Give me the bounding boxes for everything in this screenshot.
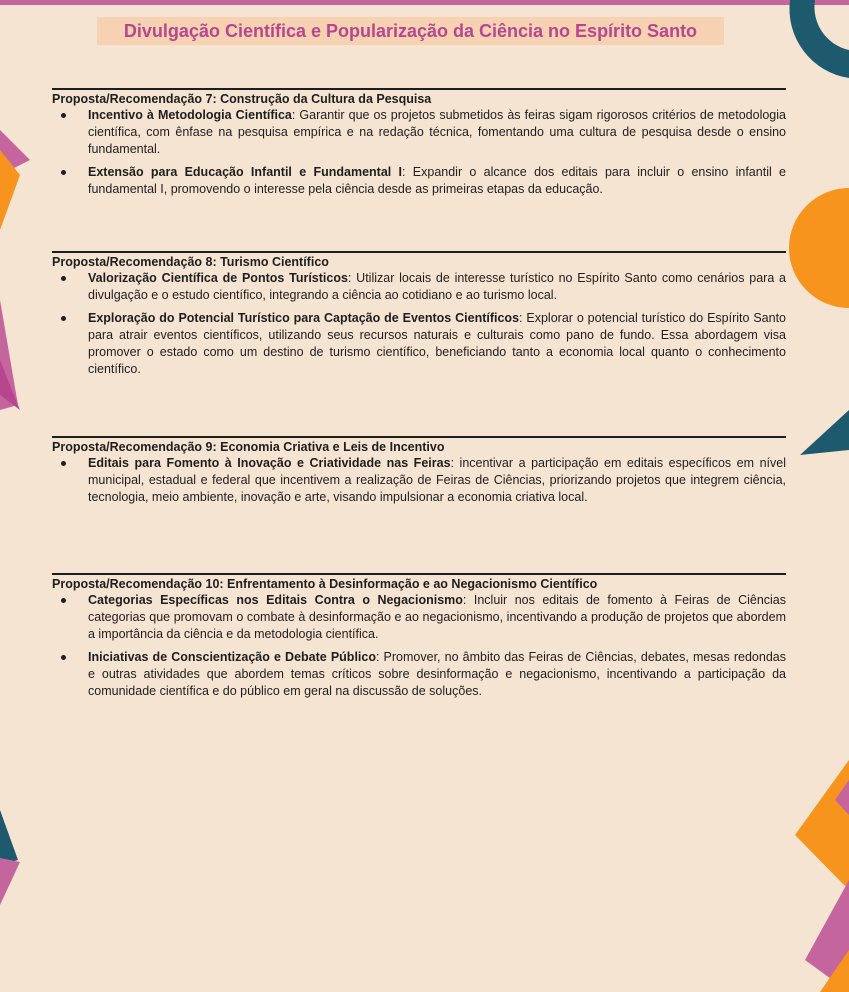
bullet-icon [61,649,67,666]
item-title: Extensão para Educação Infantil e Fundamental I [88,165,403,179]
list-item [52,164,786,198]
item-text: : Expandir o alcance dos editais para incluir o ensino infantil e fundamental I, promovendo o interesse pela ciência desde as primeiras etapas da educação. [88,165,786,196]
list-item [52,270,786,304]
proposal-list [52,107,786,198]
proposal-list [52,270,786,378]
item-text: : Garantir que os projetos submetidos às feiras sigam rigorosos critérios de metodologia científica, com ênfase na pesquisa empírica e na redação técnica, fomentando uma cultura de pesquisa desde o ensino fundamental. [88,108,786,156]
bullet-icon [61,592,67,609]
bullet-icon [61,310,67,327]
section-divider [52,436,786,438]
list-item [52,592,786,643]
proposal-list [52,592,786,700]
orange-triangle-left-top [0,150,20,230]
teal-triangle-right [800,410,849,455]
item-text: : Utilizar locais de interesse turístico no Espírito Santo como cenários para a divulgação e o estudo científico, integrando a ciência ao cotidiano e ao turismo local. [88,271,786,302]
teal-triangle-left-bottom [0,810,18,865]
item-title: Valorização Científica de Pontos Turísticos [88,271,348,285]
orange-half-circle-right [789,188,849,308]
bullet-icon [61,270,67,287]
orange-diamond-right [795,760,849,890]
section-heading: Proposta/Recomendação 10: Enfrentamento à Desinformação e ao Negacionismo Científico [52,577,598,591]
section-divider [52,251,786,253]
proposal-list [52,455,786,506]
proposal-section-9 [52,436,786,512]
bullet-icon [61,107,67,124]
list-item [52,310,786,378]
item-title: Editais para Fomento à Inovação e Criatividade nas Feiras [88,456,451,470]
section-divider [52,573,786,575]
item-title: Categorias Específicas nos Editais Contra o Negacionismo [88,593,463,607]
magenta-triangle-left-mid [0,300,18,410]
bullet-icon [61,455,67,472]
magenta-triangle-left-mid2 [0,360,20,410]
section-heading: Proposta/Recomendação 9: Economia Criativa e Leis de Incentivo [52,440,445,454]
page-title: Divulgação Científica e Popularização da Ciência no Espírito Santo [97,17,724,45]
item-text: : Incluir nos editais de fomento à Feiras de Ciências categorias que promovam o combate à desinformação e ao negacionismo, incentivando a produção de projetos que abordem a importância da ciência e da metodologia científica. [88,593,787,641]
proposal-section-8 [52,251,786,384]
list-item [52,107,786,158]
proposal-section-7 [52,88,786,204]
list-item [52,649,786,700]
proposal-section-10 [52,573,786,706]
magenta-triangle-left-bottom [0,858,20,905]
item-title: Exploração do Potencial Turístico para Captação de Eventos Científicos [88,311,520,325]
magenta-triangle-left-top [0,130,30,175]
magenta-triangle-right-low [805,880,849,992]
orange-circle-cap-right [821,188,849,250]
top-accent-bar [0,0,849,5]
section-heading: Proposta/Recomendação 7: Construção da Cultura da Pesquisa [52,92,432,106]
item-title: Incentivo à Metodologia Científica [88,108,292,122]
teal-arc-shape [789,0,849,78]
section-divider [52,88,786,90]
section-heading: Proposta/Recomendação 8: Turismo Científico [52,255,329,269]
list-item [52,455,786,506]
orange-triangle-corner [820,950,849,992]
item-title: Iniciativas de Conscientização e Debate Público [88,650,376,664]
magenta-triangle-right-bottom [835,780,849,815]
item-text: : incentivar a participação em editais específicos em nível municipal, estadual e federal que incentivem a realização de Feiras de Ciências, priorizando projetos que integrem ciência, tecnologia, meio ambiente, inovação e arte, visando impulsionar a economia criativa local. [88,456,786,504]
item-text: : Explorar o potencial turístico do Espírito Santo para atrair eventos científicos, utilizando seus recursos naturais e culturais como pano de fundo. Essa abordagem visa promover o estado como um destino de turismo científico, beneficiando tanto a economia local quanto o conhecimento científico. [88,311,787,376]
bullet-icon [61,164,67,181]
item-text: : Promover, no âmbito das Feiras de Ciências, debates, mesas redondas e outras atividades que abordem temas críticos sobre desinformação e negacionismo, incentivando a participação da comunidade científica e do público em geral na discussão de soluções. [88,650,786,698]
